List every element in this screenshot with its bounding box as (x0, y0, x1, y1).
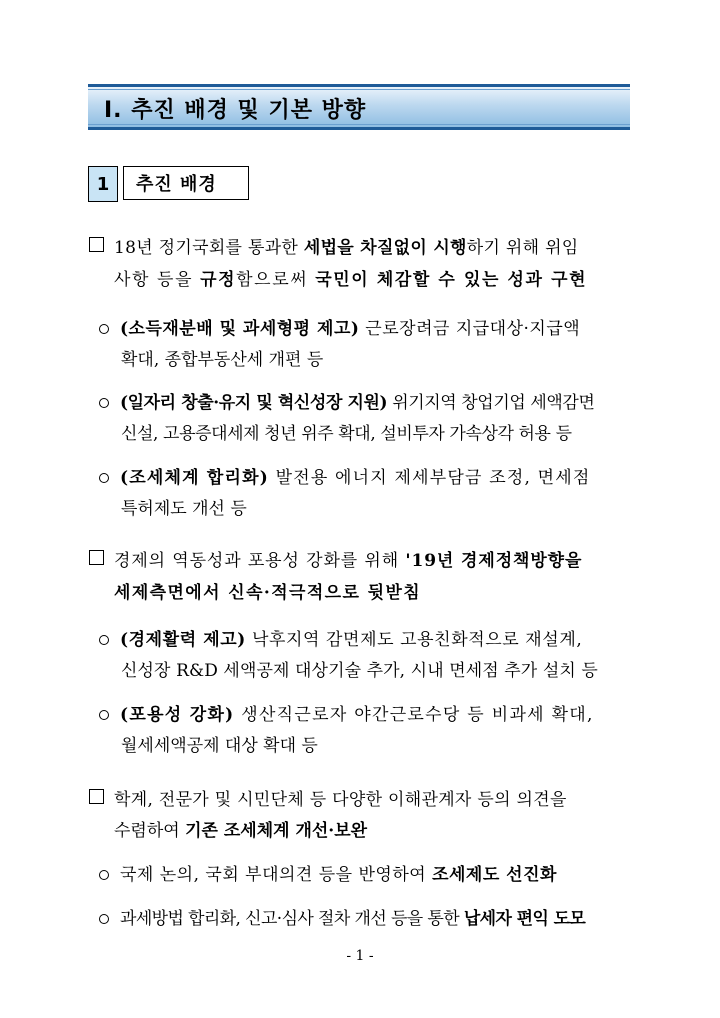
list-item: (소득재분배 및 과세형평 제고) 근로장려금 지급대상·지급액 (120, 319, 581, 339)
list-item: (조세체계 합리화) 발전용 에너지 제세부담금 조정, 면세점 (120, 468, 591, 488)
paragraph-line: 세제측면에서 신속·적극적으로 뒷받침 (114, 583, 422, 603)
list-item: (일자리 창출·유지 및 혁신성장 지원) 위기지역 창업기업 세액감면 (120, 393, 595, 413)
circle-bullet-icon (99, 914, 109, 924)
paragraph-line: 학계, 전문가 및 시민단체 등 다양한 이해관계자 등의 의견을 (114, 790, 567, 810)
circle-bullet-icon (99, 324, 109, 334)
section-header (88, 166, 249, 202)
circle-bullet-icon (99, 398, 109, 408)
circle-bullet-icon (99, 870, 109, 880)
chapter-title-band (88, 84, 630, 130)
paragraph-line: 수렴하여 기존 조세체계 개선·보완 (114, 821, 368, 841)
list-item-continuation: 신설, 고용증대세제 청년 위주 확대, 설비투자 가속상각 허용 등 (121, 424, 572, 444)
circle-bullet-icon (99, 710, 109, 720)
section-number: 1 (88, 166, 118, 202)
list-item: (포용성 강화) 생산직근로자 야간근로수당 등 비과세 확대, (120, 705, 594, 725)
circle-bullet-icon (99, 473, 109, 483)
list-item-continuation: 특허제도 개선 등 (121, 499, 247, 519)
list-item: 과세방법 합리화, 신고·심사 절차 개선 등을 통한 납세자 편익 도모 (120, 909, 586, 929)
list-item: (경제활력 제고) 낙후지역 감면제도 고용친화적으로 재설계, (120, 630, 583, 650)
square-bullet-icon (89, 789, 104, 804)
section-title: 추진 배경 (123, 166, 249, 200)
list-item-continuation: 신성장 R&D 세액공제 대상기술 추가, 시내 면세점 추가 설치 등 (121, 661, 598, 681)
list-item-continuation: 월세세액공제 대상 확대 등 (121, 736, 318, 756)
list-item-continuation: 확대, 종합부동산세 개편 등 (121, 350, 324, 370)
circle-bullet-icon (99, 635, 109, 645)
list-item: 국제 논의, 국회 부대의견 등을 반영하여 조세제도 선진화 (120, 865, 557, 885)
square-bullet-icon (89, 550, 104, 565)
page-number: - 1 - (346, 948, 374, 964)
paragraph-line: 18년 정기국회를 통과한 세법을 차질없이 시행하기 위해 위임 (114, 238, 579, 258)
paragraph-line: 사항 등을 규정함으로써 국민이 체감할 수 있는 성과 구현 (114, 270, 588, 290)
square-bullet-icon (89, 237, 104, 252)
paragraph-line: 경제의 역동성과 포용성 강화를 위해 '19년 경제정책방향을 (114, 551, 583, 571)
chapter-title: Ⅰ. 추진 배경 및 기본 방향 (104, 98, 367, 123)
